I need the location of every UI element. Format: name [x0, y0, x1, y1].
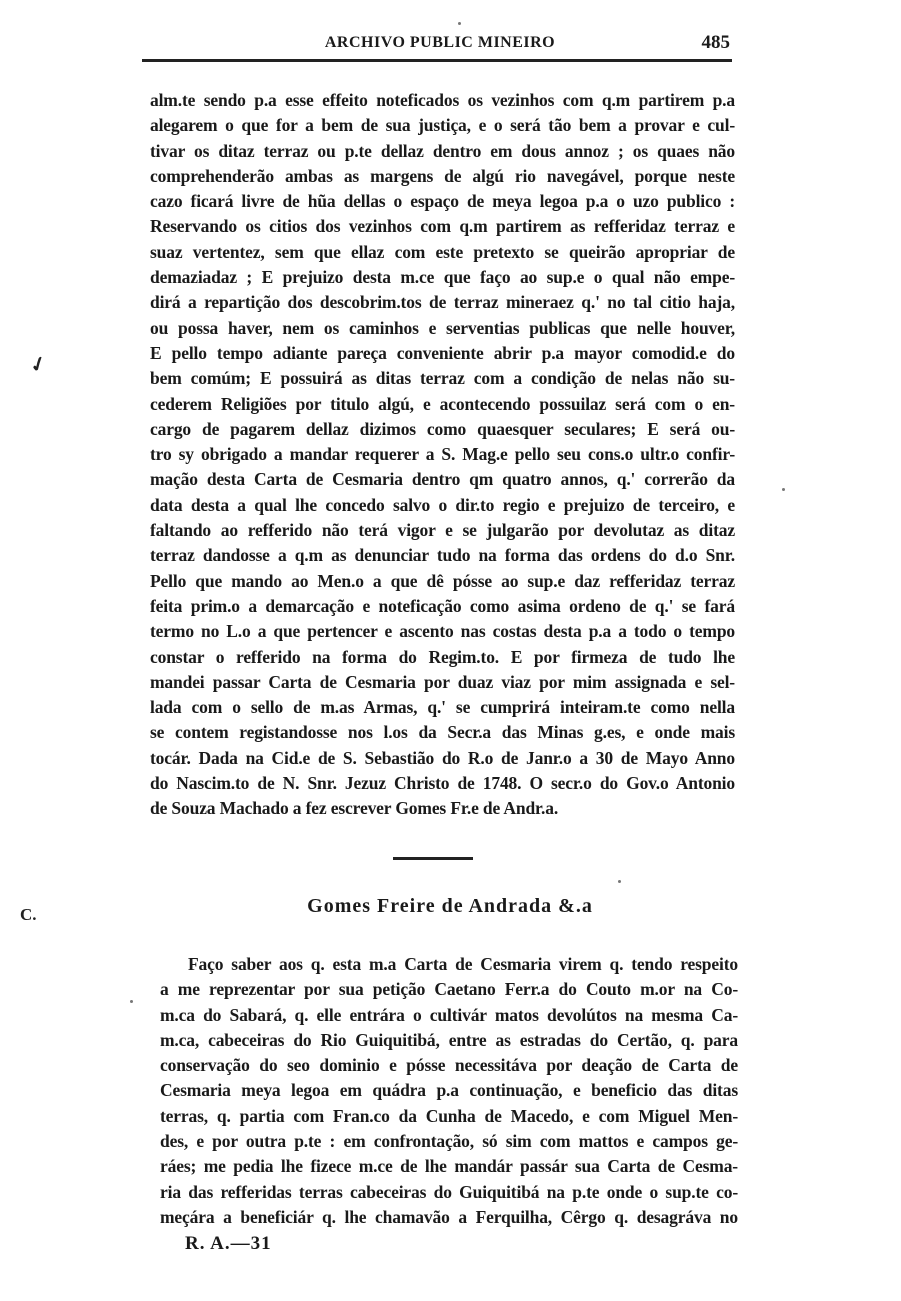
margin-check-mark: ✓: [26, 351, 51, 379]
text-line: ou possa haver, nem os caminhos e serventias publicas que nelle houver,: [150, 317, 735, 338]
text-line: tivar os ditaz terraz ou p.te dellaz dentro em dous annoz ; os quaes não: [150, 140, 735, 161]
text-line: cargo de pagarem dellaz dizimos como quaesquer seculares; E será ou-: [150, 418, 735, 439]
text-line: Pello que mando ao Men.o a que dê pósse ao sup.e daz refferidaz terraz: [150, 570, 735, 591]
text-line: tro sy obrigado a mandar requerer a S. Mag.e pello seu cons.o ultr.o confir-: [150, 444, 735, 465]
text-line: m.ca, cabeceiras do Rio Guiquitibá, entre as estradas do Certão, q. para: [160, 1029, 738, 1050]
margin-annotation: C.: [20, 905, 37, 924]
text-line: ria das refferidas terras cabeceiras do Guiquitibá na p.te onde o sup.te co-: [160, 1181, 738, 1202]
text-line: bem comúm; E possuirá as ditas terraz com a condição de nelas não su-: [150, 368, 735, 389]
text-line: Cesmaria meya legoa em quádra p.a continuação, e beneficio das ditas: [160, 1080, 738, 1101]
paper-speck: [618, 880, 621, 883]
text-line: dirá a repartição dos descobrim.tos de terraz mineraez q.' no tal citio haja,: [150, 292, 735, 313]
text-line: alegarem o que for a bem de sua justiça, e o será tão bem a provar e cul-: [150, 115, 735, 136]
text-line: de Souza Machado a fez escrever Gomes Fr.e de Andr.a.: [150, 798, 559, 819]
text-line: constar o refferido na forma do Regim.to. E por firmeza de tudo lhe: [150, 646, 735, 667]
text-line: terraz dandosse a q.m as denunciar tudo na forma das ordens do d.o Snr.: [150, 545, 735, 566]
paper-speck: [458, 22, 461, 25]
running-head: [150, 30, 730, 56]
text-line: cederem Religiões por titulo algú, e acontecendo possuilaz será com o en-: [150, 393, 735, 414]
section-heading: Gomes Freire de Andrada &.a: [307, 895, 593, 917]
text-line: tocár. Dada na Cid.e de S. Sebastião do R.o de Janr.o a 30 de Mayo Anno: [150, 747, 735, 768]
section-divider: [393, 857, 473, 860]
text-line: Reservando os citios dos vezinhos com q.m partirem as refferidaz terraz e: [150, 216, 735, 237]
text-line: termo no L.o a que pertencer e ascento nas costas desta p.a a todo o tempo: [150, 621, 735, 642]
text-line: se contem registandosse nos l.os da Secr.a das Minas g.es, e onde mais: [150, 722, 735, 743]
text-line: comprehenderão ambas as margens de algú rio navegável, porque neste: [150, 165, 735, 186]
header-rule: [142, 59, 732, 62]
text-line: E pello tempo adiante pareça conveniente abrir p.a mayor comodid.e do: [150, 342, 735, 363]
paper-speck: [130, 1000, 133, 1003]
text-line: lada com o sello de m.as Armas, q.' se cumprirá inteiram.te como nella: [150, 697, 735, 718]
text-line: do Nascim.to de N. Snr. Jezuz Christo de 1748. O secr.o do Gov.o Antonio: [150, 773, 735, 794]
text-line: terras, q. partia com Fran.co da Cunha de Macedo, e com Miguel Men-: [160, 1105, 738, 1126]
text-line: suaz vertentez, sem que ellaz com este pretexto se queirão apropriar de: [150, 241, 735, 262]
text-line: Faço saber aos q. esta m.a Carta de Cesmaria virem q. tendo respeito: [188, 954, 738, 974]
text-line: data desta a qual lhe concedo salvo o dir.to regio e prejuizo de terceiro, e: [150, 494, 735, 515]
text-line: meçára a beneficiár q. lhe chamavão a Ferquilha, Cêrgo q. desagráva no: [160, 1206, 738, 1227]
text-block-continuation: [150, 88, 735, 822]
text-line: cazo ficará livre de hũa dellas o espaço de meya legoa p.a o uzo publico :: [150, 191, 735, 212]
page-number: 485: [701, 32, 730, 53]
text-line: mandei passar Carta de Cesmaria por duaz viaz por mim assignada e sel-: [150, 671, 735, 692]
text-line: mação desta Carta de Cesmaria dentro qm quatro annos, q.' correrão da: [150, 469, 735, 490]
text-line: des, e por outra p.te : em confrontação, só sim com mattos e campos ge-: [160, 1131, 738, 1152]
running-title: ARCHIVO PUBLIC MINEIRO: [324, 34, 556, 51]
text-line: feita prim.o a demarcação e noteficação como asima ordeno de q.' se fará: [150, 595, 735, 616]
text-line: faltando ao refferido não terá vigor e se julgarão por devolutaz as ditaz: [150, 520, 735, 541]
text-line: demaziadaz ; E prejuizo desta m.ce que faço ao sup.e o qual não empe-: [150, 267, 735, 288]
signature-mark: R. A.—31: [185, 1233, 272, 1254]
text-line: ráes; me pedia lhe fizece m.ce de lhe mandár passár sua Carta de Cesma-: [160, 1156, 738, 1177]
text-line: alm.te sendo p.a esse effeito noteficados os vezinhos com q.m partirem p.a: [150, 90, 735, 110]
text-line: m.ca do Sabará, q. elle entrára o cultivár matos devolútos na mesma Ca-: [160, 1004, 738, 1025]
text-block-new-charter: [160, 952, 738, 1230]
text-line: conservação do seo dominio e pósse necessitáva por deação de Carta de: [160, 1055, 738, 1076]
text-line: a me reprezentar por sua petição Caetano Ferr.a do Couto m.or na Co-: [160, 979, 738, 1000]
paper-speck: [782, 488, 785, 491]
